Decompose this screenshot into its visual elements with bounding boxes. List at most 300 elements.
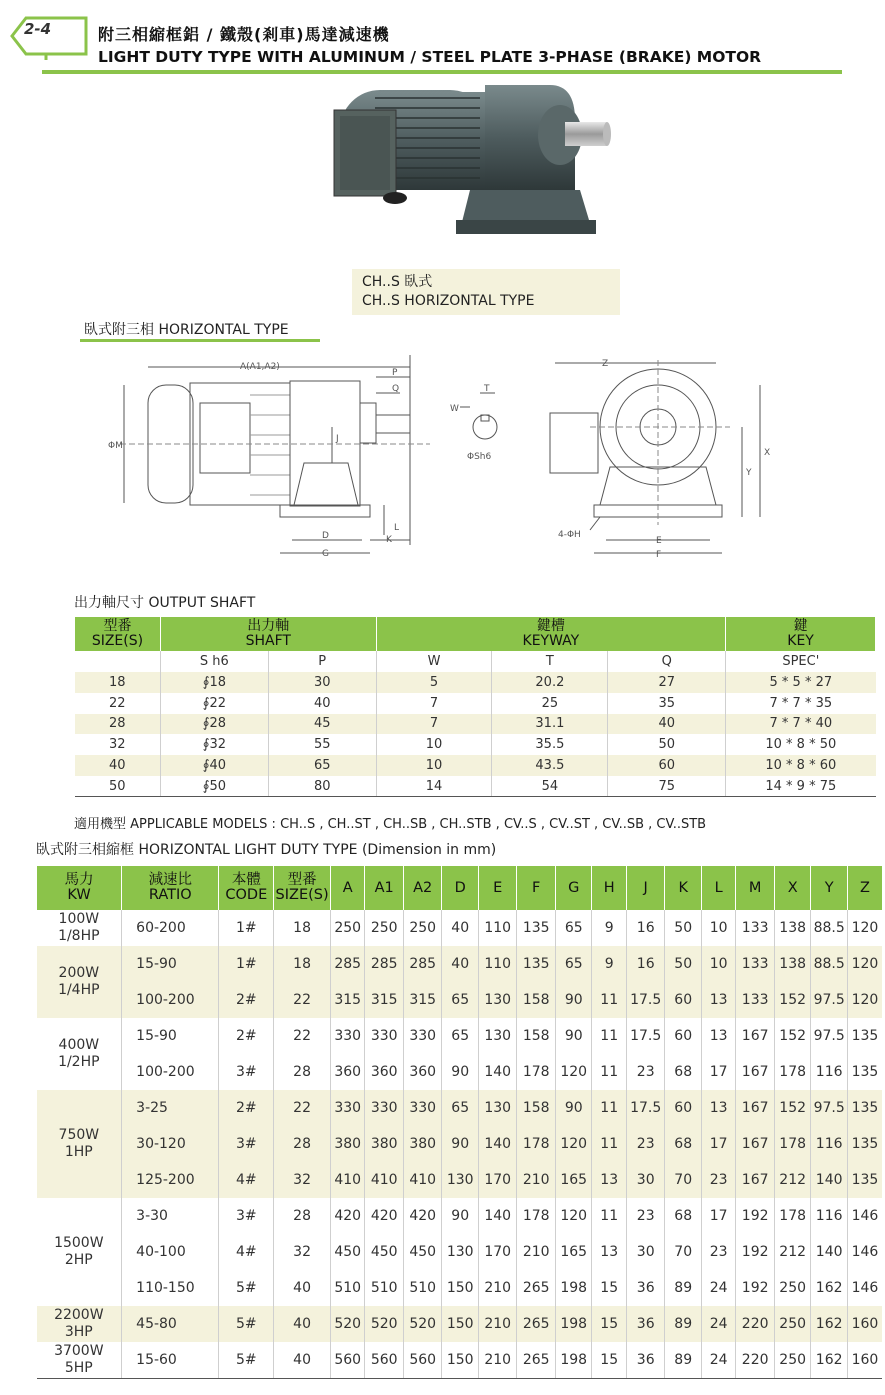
dimension-cell: 23 bbox=[701, 1162, 735, 1198]
dimension-table-row bbox=[37, 1162, 883, 1198]
shaft-table-row bbox=[75, 755, 876, 776]
dimension-cell: 520 bbox=[403, 1306, 442, 1342]
power-cell: 3700W 5HP bbox=[37, 1342, 122, 1378]
dimension-cell: 420 bbox=[403, 1198, 442, 1234]
dimension-cell: 97.5 bbox=[811, 1018, 847, 1054]
shaft-subheader-row bbox=[75, 651, 876, 672]
section-heading-output-shaft: 出力軸尺寸 OUTPUT SHAFT bbox=[74, 595, 256, 611]
dimension-cell: 178 bbox=[517, 1054, 556, 1090]
shaft-subheader-cell: Q bbox=[608, 651, 726, 672]
dimension-cell: 146 bbox=[847, 1198, 882, 1234]
dimension-cell: 88.5 bbox=[811, 946, 847, 982]
header-key: 鍵 KEY bbox=[726, 617, 876, 651]
dim-header-cell: 型番 SIZE(S) bbox=[274, 866, 331, 910]
dimension-cell: 165 bbox=[555, 1234, 591, 1270]
ratio-cell: 40-100 bbox=[122, 1234, 219, 1270]
label-t: T bbox=[484, 384, 490, 394]
header-size: 型番 SIZE(S) bbox=[75, 617, 161, 651]
shaft-table-cell: 50 bbox=[75, 776, 161, 797]
page-title-en: LIGHT DUTY TYPE WITH ALUMINUM / STEEL PLATE 3-PHASE (BRAKE) MOTOR bbox=[98, 48, 762, 66]
section-heading-underline bbox=[80, 339, 320, 342]
dimension-cell: 50 bbox=[665, 946, 701, 982]
dimension-cell: 162 bbox=[811, 1306, 847, 1342]
section-heading-dimension: 臥式附三相縮框 HORIZONTAL LIGHT DUTY TYPE (Dimension in mm) bbox=[36, 842, 497, 858]
shaft-table-cell: 14 * 9 * 75 bbox=[726, 776, 876, 797]
label-p: P bbox=[392, 368, 398, 378]
dimension-cell: 11 bbox=[592, 1054, 626, 1090]
dimension-cell: 28 bbox=[274, 1054, 331, 1090]
dimension-cell: 40 bbox=[274, 1342, 331, 1378]
dimension-cell: 510 bbox=[403, 1270, 442, 1306]
dimension-cell: 23 bbox=[626, 1054, 665, 1090]
dimension-cell: 90 bbox=[555, 1018, 591, 1054]
dimension-cell: 150 bbox=[442, 1342, 478, 1378]
shaft-table-cell: 7 bbox=[376, 693, 492, 714]
dimension-cell: 40 bbox=[442, 946, 478, 982]
shaft-table-cell: 10 bbox=[376, 755, 492, 776]
shaft-table-cell: 31.1 bbox=[492, 714, 608, 735]
dimension-cell: 3# bbox=[219, 1198, 274, 1234]
shaft-table-cell: 30 bbox=[268, 672, 376, 693]
shaft-table-cell: 54 bbox=[492, 776, 608, 797]
dimension-cell: 116 bbox=[811, 1126, 847, 1162]
shaft-subheader-cell bbox=[75, 651, 161, 672]
dimension-cell: 146 bbox=[847, 1270, 882, 1306]
dimension-cell: 120 bbox=[847, 946, 882, 982]
dimension-cell: 5# bbox=[219, 1270, 274, 1306]
dimension-table-row bbox=[37, 1342, 883, 1378]
dimension-cell: 30 bbox=[626, 1162, 665, 1198]
dimension-cell: 10 bbox=[701, 910, 735, 946]
dimension-cell: 3# bbox=[219, 1054, 274, 1090]
power-cell: 1500W 2HP bbox=[54, 1235, 104, 1268]
dimension-cell: 450 bbox=[365, 1234, 404, 1270]
dimension-cell: 5# bbox=[219, 1306, 274, 1342]
dimension-cell: 90 bbox=[442, 1126, 478, 1162]
dimension-table-row bbox=[37, 946, 883, 982]
dim-header-cell: L bbox=[701, 866, 735, 910]
dim-header-cell: D bbox=[442, 866, 478, 910]
ratio-cell: 100-200 bbox=[122, 982, 219, 1018]
dimension-cell: 560 bbox=[403, 1342, 442, 1378]
dim-header-cell: Z bbox=[847, 866, 882, 910]
dimension-cell: 330 bbox=[403, 1018, 442, 1054]
dimension-cell: 250 bbox=[774, 1270, 810, 1306]
dimension-cell: 212 bbox=[774, 1162, 810, 1198]
dimension-table-row bbox=[37, 982, 883, 1018]
label-d: D bbox=[322, 531, 329, 541]
label-q: Q bbox=[392, 384, 400, 394]
dimension-cell: 135 bbox=[847, 1162, 882, 1198]
dimension-cell: 10 bbox=[701, 946, 735, 982]
dimension-cell: 162 bbox=[811, 1270, 847, 1306]
dimension-cell: 36 bbox=[626, 1342, 665, 1378]
dimension-cell: 97.5 bbox=[811, 1090, 847, 1126]
dim-header-cell: J bbox=[626, 866, 665, 910]
shaft-table-cell: 40 bbox=[608, 714, 726, 735]
dimension-cell: 70 bbox=[665, 1162, 701, 1198]
shaft-table-cell: 40 bbox=[268, 693, 376, 714]
shaft-subheader-cell: T bbox=[492, 651, 608, 672]
dimension-cell: 150 bbox=[442, 1270, 478, 1306]
dimension-cell: 15 bbox=[592, 1270, 626, 1306]
dimension-cell: 120 bbox=[847, 910, 882, 946]
dimension-cell: 520 bbox=[330, 1306, 364, 1342]
shaft-table-cell: 35.5 bbox=[492, 734, 608, 755]
dimension-cell: 130 bbox=[442, 1162, 478, 1198]
dimension-cell: 285 bbox=[403, 946, 442, 982]
dimension-cell: 220 bbox=[736, 1342, 775, 1378]
label-k: K bbox=[386, 535, 392, 545]
dimension-cell: 170 bbox=[478, 1162, 517, 1198]
label-e: E bbox=[656, 536, 662, 546]
dimension-cell: 24 bbox=[701, 1306, 735, 1342]
shaft-table-cell: 5 bbox=[376, 672, 492, 693]
shaft-subheader-cell: S h6 bbox=[160, 651, 268, 672]
shaft-table-cell: 18 bbox=[75, 672, 161, 693]
dimension-cell: 315 bbox=[403, 982, 442, 1018]
dimension-cell: 380 bbox=[330, 1126, 364, 1162]
ratio-cell: 45-80 bbox=[122, 1306, 219, 1342]
dimension-cell: 2# bbox=[219, 982, 274, 1018]
dimension-cell: 192 bbox=[736, 1270, 775, 1306]
dimension-cell: 17 bbox=[701, 1198, 735, 1234]
dim-header-cell: K bbox=[665, 866, 701, 910]
dimension-cell: 410 bbox=[330, 1162, 364, 1198]
dimension-cell: 120 bbox=[555, 1126, 591, 1162]
shaft-subheader-cell: W bbox=[376, 651, 492, 672]
power-cell: 750W 1HP bbox=[37, 1090, 122, 1198]
shaft-table-cell: ∮32 bbox=[160, 734, 268, 755]
dimension-cell: 15 bbox=[592, 1342, 626, 1378]
caption-line-zh: CH..S 臥式 bbox=[362, 274, 433, 290]
dim-header-cell: 減速比 RATIO bbox=[122, 866, 219, 910]
label-l: L bbox=[394, 523, 400, 533]
dimension-cell: 178 bbox=[774, 1198, 810, 1234]
ratio-cell: 125-200 bbox=[122, 1162, 219, 1198]
shaft-table-cell: 40 bbox=[75, 755, 161, 776]
dimension-cell: 210 bbox=[478, 1342, 517, 1378]
power-cell: 200W 1/4HP bbox=[37, 946, 122, 1018]
dimension-cell: 135 bbox=[847, 1018, 882, 1054]
dimension-table-row bbox=[37, 1054, 883, 1090]
shaft-table-cell: 35 bbox=[608, 693, 726, 714]
dimension-table-row bbox=[37, 1198, 883, 1234]
dimension-cell: 60 bbox=[665, 1018, 701, 1054]
shaft-table-cell: 80 bbox=[268, 776, 376, 797]
dimension-cell: 11 bbox=[592, 982, 626, 1018]
dim-header-cell: E bbox=[478, 866, 517, 910]
shaft-subheader-cell: P bbox=[268, 651, 376, 672]
dimension-cell: 23 bbox=[701, 1234, 735, 1270]
dimension-cell: 250 bbox=[330, 910, 364, 946]
dimension-cell: 135 bbox=[847, 1054, 882, 1090]
dimension-table-row bbox=[37, 910, 883, 946]
shaft-table-cell: ∮40 bbox=[160, 755, 268, 776]
shaft-table-cell: ∮18 bbox=[160, 672, 268, 693]
power-cell: 100W 1/8HP bbox=[58, 911, 100, 944]
dimension-table bbox=[36, 866, 882, 1379]
dimension-cell: 135 bbox=[517, 946, 556, 982]
dimension-cell: 212 bbox=[774, 1234, 810, 1270]
dimension-cell: 16 bbox=[626, 946, 665, 982]
dim-header-cell: A bbox=[330, 866, 364, 910]
dimension-cell: 90 bbox=[555, 1090, 591, 1126]
dimension-cell: 135 bbox=[847, 1126, 882, 1162]
shaft-header-row bbox=[75, 617, 876, 651]
dimension-cell: 18 bbox=[274, 946, 331, 982]
dimension-cell: 65 bbox=[555, 946, 591, 982]
dimension-cell: 97.5 bbox=[811, 982, 847, 1018]
dimension-cell: 198 bbox=[555, 1342, 591, 1378]
dimension-cell: 22 bbox=[274, 1018, 331, 1054]
shaft-table-cell: 20.2 bbox=[492, 672, 608, 693]
shaft-table-cell: ∮22 bbox=[160, 693, 268, 714]
dimension-cell: 28 bbox=[274, 1126, 331, 1162]
dimension-cell: 65 bbox=[442, 1090, 478, 1126]
dimension-cell: 120 bbox=[555, 1054, 591, 1090]
shaft-subheader-cell: SPEC' bbox=[726, 651, 876, 672]
dimension-cell: 133 bbox=[736, 982, 775, 1018]
shaft-table-cell: 7 bbox=[376, 714, 492, 735]
caption-line-en: CH..S HORIZONTAL TYPE bbox=[362, 293, 535, 309]
dimension-cell: 22 bbox=[274, 1090, 331, 1126]
dimension-cell: 160 bbox=[847, 1342, 882, 1378]
dimension-cell: 5# bbox=[219, 1342, 274, 1378]
shaft-table-row bbox=[75, 672, 876, 693]
dimension-cell: 30 bbox=[626, 1234, 665, 1270]
dimension-cell: 2# bbox=[219, 1090, 274, 1126]
dimension-cell: 360 bbox=[365, 1054, 404, 1090]
dimension-cell: 120 bbox=[555, 1198, 591, 1234]
shaft-table-cell: ∮50 bbox=[160, 776, 268, 797]
shaft-table-row bbox=[75, 693, 876, 714]
dimension-cell: 140 bbox=[811, 1162, 847, 1198]
dimension-cell: 65 bbox=[555, 910, 591, 946]
dimension-cell: 150 bbox=[442, 1306, 478, 1342]
dimension-cell: 23 bbox=[626, 1126, 665, 1162]
dim-header-cell: 本體 CODE bbox=[219, 866, 274, 910]
dimension-cell: 68 bbox=[665, 1198, 701, 1234]
dimension-cell: 380 bbox=[365, 1126, 404, 1162]
dimension-cell: 70 bbox=[665, 1234, 701, 1270]
dimension-cell: 40 bbox=[442, 910, 478, 946]
ratio-cell: 3-25 bbox=[122, 1090, 219, 1126]
gear-motor-photo bbox=[320, 80, 620, 260]
dimension-cell: 17 bbox=[701, 1054, 735, 1090]
dimension-cell: 510 bbox=[365, 1270, 404, 1306]
dimension-cell: 210 bbox=[478, 1306, 517, 1342]
ratio-cell: 60-200 bbox=[122, 910, 219, 946]
dim-header-cell: 馬力 KW bbox=[37, 866, 122, 910]
dimension-cell: 130 bbox=[442, 1234, 478, 1270]
dimension-cell: 165 bbox=[555, 1162, 591, 1198]
dim-header-cell: M bbox=[736, 866, 775, 910]
dimension-cell: 32 bbox=[274, 1234, 331, 1270]
dimension-cell: 68 bbox=[665, 1054, 701, 1090]
shaft-table-cell: 10 * 8 * 50 bbox=[726, 734, 876, 755]
dimension-cell: 170 bbox=[478, 1234, 517, 1270]
photo-caption bbox=[352, 269, 620, 315]
dimension-cell: 1# bbox=[219, 946, 274, 982]
dimension-cell: 560 bbox=[365, 1342, 404, 1378]
dimension-cell: 220 bbox=[736, 1306, 775, 1342]
dimension-table-row bbox=[37, 1090, 883, 1126]
dimension-cell: 162 bbox=[811, 1342, 847, 1378]
dimension-cell: 130 bbox=[478, 1090, 517, 1126]
dimension-cell: 36 bbox=[626, 1270, 665, 1306]
dimension-cell: 450 bbox=[403, 1234, 442, 1270]
dimension-cell: 410 bbox=[403, 1162, 442, 1198]
dimension-cell: 198 bbox=[555, 1306, 591, 1342]
shaft-table-cell: 50 bbox=[608, 734, 726, 755]
dimension-cell: 330 bbox=[365, 1090, 404, 1126]
ratio-cell: 15-90 bbox=[122, 946, 219, 982]
dim-header-cell: A1 bbox=[365, 866, 404, 910]
dimension-cell: 152 bbox=[774, 1018, 810, 1054]
dimension-cell: 158 bbox=[517, 1018, 556, 1054]
dimension-cell: 138 bbox=[774, 946, 810, 982]
dimension-cell: 40 bbox=[274, 1306, 331, 1342]
shaft-table-cell: 65 bbox=[268, 755, 376, 776]
dimension-table-row bbox=[37, 1234, 883, 1270]
shaft-table-cell: 55 bbox=[268, 734, 376, 755]
dimension-cell: 89 bbox=[665, 1270, 701, 1306]
dimension-cell: 23 bbox=[626, 1198, 665, 1234]
dimension-cell: 380 bbox=[403, 1126, 442, 1162]
dimension-cell: 88.5 bbox=[811, 910, 847, 946]
shaft-table-cell: 7 * 7 * 40 bbox=[726, 714, 876, 735]
dimension-cell: 135 bbox=[517, 910, 556, 946]
header-shaft: 出力軸 SHAFT bbox=[160, 617, 376, 651]
dimension-cell: 110 bbox=[478, 946, 517, 982]
shaft-table-cell: 75 bbox=[608, 776, 726, 797]
label-sh6: ΦSh6 bbox=[467, 452, 492, 462]
dimension-cell: 120 bbox=[847, 982, 882, 1018]
dimension-cell: 210 bbox=[517, 1162, 556, 1198]
dimension-cell: 330 bbox=[365, 1018, 404, 1054]
dimension-cell: 167 bbox=[736, 1054, 775, 1090]
dimension-cell: 110 bbox=[478, 910, 517, 946]
shaft-table-row bbox=[75, 714, 876, 735]
dimension-cell: 250 bbox=[365, 910, 404, 946]
dimension-cell: 116 bbox=[811, 1198, 847, 1234]
dimension-cell: 167 bbox=[736, 1018, 775, 1054]
dimension-cell: 250 bbox=[774, 1306, 810, 1342]
dimension-cell: 265 bbox=[517, 1306, 556, 1342]
dimension-cell: 315 bbox=[330, 982, 364, 1018]
ratio-cell: 100-200 bbox=[122, 1054, 219, 1090]
dim-header-cell: A2 bbox=[403, 866, 442, 910]
shaft-table-cell: 43.5 bbox=[492, 755, 608, 776]
dimension-cell: 140 bbox=[478, 1198, 517, 1234]
dimension-table-row bbox=[37, 1306, 883, 1342]
dimension-cell: 420 bbox=[330, 1198, 364, 1234]
shaft-table-cell: 25 bbox=[492, 693, 608, 714]
dimension-cell: 130 bbox=[478, 1018, 517, 1054]
shaft-table-cell: 60 bbox=[608, 755, 726, 776]
dimension-cell: 140 bbox=[811, 1234, 847, 1270]
shaft-table-cell: 27 bbox=[608, 672, 726, 693]
dimension-cell: 265 bbox=[517, 1270, 556, 1306]
dimension-cell: 140 bbox=[478, 1126, 517, 1162]
shaft-table-row bbox=[75, 776, 876, 797]
dimension-cell: 3# bbox=[219, 1126, 274, 1162]
dimension-cell: 11 bbox=[592, 1198, 626, 1234]
dimension-cell: 158 bbox=[517, 1090, 556, 1126]
dim-header-cell: G bbox=[555, 866, 591, 910]
dimension-drawing bbox=[100, 355, 800, 570]
dimension-cell: 15 bbox=[592, 1306, 626, 1342]
dimension-cell: 250 bbox=[403, 910, 442, 946]
dimension-cell: 285 bbox=[330, 946, 364, 982]
dim-header-cell: F bbox=[517, 866, 556, 910]
dimension-cell: 60 bbox=[665, 982, 701, 1018]
shaft-table-cell: 45 bbox=[268, 714, 376, 735]
dimension-cell: 560 bbox=[330, 1342, 364, 1378]
dimension-cell: 135 bbox=[847, 1090, 882, 1126]
dimension-table-row bbox=[37, 1270, 883, 1306]
dimension-cell: 265 bbox=[517, 1342, 556, 1378]
dimension-cell: 17.5 bbox=[626, 1090, 665, 1126]
ratio-cell: 3-30 bbox=[122, 1198, 219, 1234]
dimension-cell: 178 bbox=[774, 1126, 810, 1162]
dimension-cell: 116 bbox=[811, 1054, 847, 1090]
dimension-cell: 13 bbox=[592, 1234, 626, 1270]
dimension-cell: 11 bbox=[592, 1126, 626, 1162]
dimension-cell: 285 bbox=[365, 946, 404, 982]
shaft-table-row bbox=[75, 734, 876, 755]
label-f: F bbox=[656, 550, 662, 560]
label-h: 4-ΦH bbox=[558, 530, 581, 540]
shaft-table-cell: 22 bbox=[108, 695, 126, 711]
dimension-cell: 13 bbox=[701, 1018, 735, 1054]
power-cell: 400W 1/2HP bbox=[58, 1037, 100, 1070]
dimension-cell: 40 bbox=[274, 1270, 331, 1306]
dimension-cell: 90 bbox=[555, 982, 591, 1018]
dimension-cell: 167 bbox=[736, 1162, 775, 1198]
dimension-cell: 130 bbox=[478, 982, 517, 1018]
dimension-cell: 13 bbox=[701, 982, 735, 1018]
dimension-cell: 410 bbox=[365, 1162, 404, 1198]
shaft-table-cell: 28 bbox=[75, 714, 161, 735]
dimension-cell: 9 bbox=[592, 910, 626, 946]
dimension-cell: 24 bbox=[701, 1342, 735, 1378]
dimension-cell: 24 bbox=[701, 1270, 735, 1306]
shaft-table-cell: 5 * 5 * 27 bbox=[726, 672, 876, 693]
dimension-cell: 167 bbox=[736, 1090, 775, 1126]
dimension-cell: 450 bbox=[330, 1234, 364, 1270]
dimension-cell: 138 bbox=[774, 910, 810, 946]
dimension-cell: 210 bbox=[517, 1234, 556, 1270]
dimension-cell: 18 bbox=[274, 910, 331, 946]
dimension-cell: 90 bbox=[442, 1198, 478, 1234]
dimension-cell: 210 bbox=[478, 1270, 517, 1306]
label-j: J bbox=[336, 434, 339, 444]
shaft-table-cell: 14 bbox=[376, 776, 492, 797]
dimension-cell: 133 bbox=[736, 946, 775, 982]
dimension-cell: 60 bbox=[665, 1090, 701, 1126]
dimension-cell: 22 bbox=[274, 982, 331, 1018]
label-z: Z bbox=[602, 359, 609, 369]
dimension-cell: 13 bbox=[701, 1090, 735, 1126]
dimension-cell: 68 bbox=[665, 1126, 701, 1162]
dimension-cell: 192 bbox=[736, 1198, 775, 1234]
applicable-models: 適用機型 APPLICABLE MODELS : CH..S , CH..ST , CH..SB , CH..STB , CV..S , CV..ST , CV..SB , CV..STB bbox=[74, 817, 707, 832]
ratio-cell: 30-120 bbox=[122, 1126, 219, 1162]
dimension-cell: 11 bbox=[592, 1090, 626, 1126]
label-g: G bbox=[322, 549, 329, 559]
